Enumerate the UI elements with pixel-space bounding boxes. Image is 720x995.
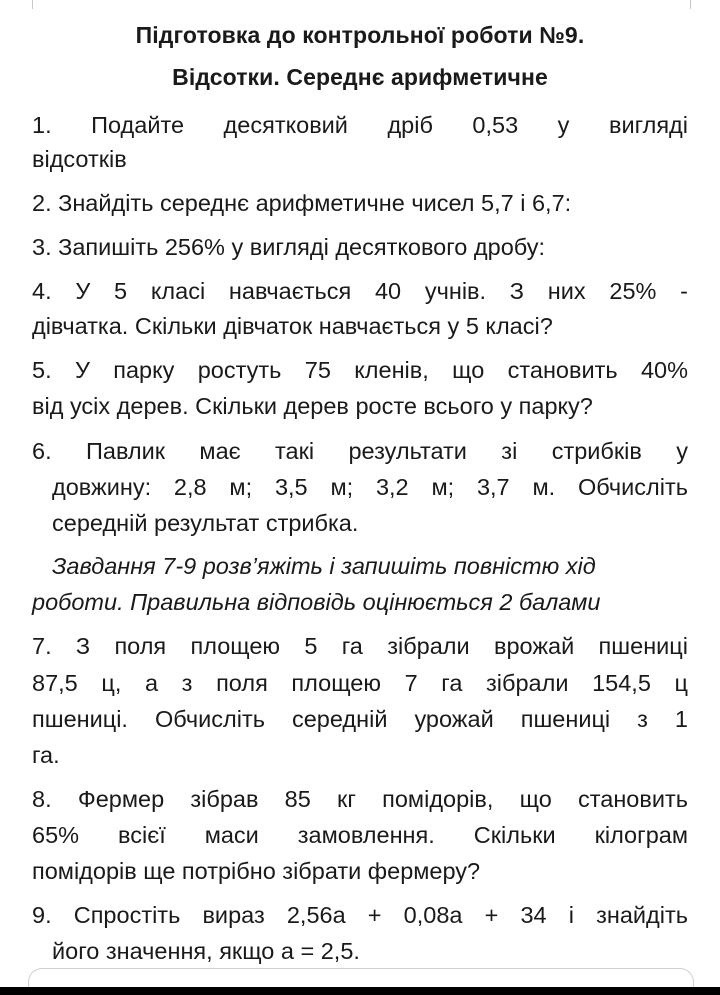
task-1-line-1: 1. Подайте десятковий дріб 0,53 у вигляді <box>32 112 688 138</box>
task-8-line-2: 65% всієї маси замовлення. Скільки кілограм <box>32 822 688 848</box>
task-7-line-3: пшениці. Обчисліть середній урожай пшениці з 1 <box>32 706 688 732</box>
instruction-line-1: Завдання 7-9 розв’яжіть і запишіть повністю хід <box>52 553 596 579</box>
task-2-line-1: 2. Знайдіть середнє арифметичне чисел 5,7 і 6,7: <box>32 190 572 216</box>
instruction-line-2: роботи. Правильна відповідь оцінюється 2 балами <box>32 589 601 615</box>
task-6-line-1: 6. Павлик має такі результати зі стрибків у <box>32 438 688 464</box>
task-7-line-4: га. <box>32 742 60 768</box>
task-7-line-2: 87,5 ц, а з поля площею 7 га зібрали 154,5 ц <box>32 670 688 696</box>
task-6-line-2: довжину: 2,8 м; 3,5 м; 3,2 м; 3,7 м. Обчисліть <box>52 474 688 500</box>
task-5-line-2: від усіх дерев. Скільки дерев росте всього у парку? <box>32 393 593 419</box>
task-9-line-1: 9. Спростіть вираз 2,56а + 0,08а + 34 і знайдіть <box>32 902 688 928</box>
sheet-bottom-edge <box>28 968 694 989</box>
worksheet-subtitle: Відсотки. Середнє арифметичне <box>172 64 548 90</box>
task-4-line-2: дівчатка. Скільки дівчаток навчається у 5 класі? <box>32 313 553 339</box>
task-3-line-1: 3. Запишіть 256% у вигляді десяткового дробу: <box>32 234 545 260</box>
worksheet-title: Підготовка до контрольної роботи №9. <box>135 22 585 48</box>
task-5-line-1: 5. У парку ростуть 75 кленів, що становить 40% <box>32 357 688 383</box>
bottom-black-bar <box>0 987 720 995</box>
task-1-line-2: відсотків <box>32 146 127 172</box>
task-6-line-3: середній результат стрибка. <box>52 510 359 536</box>
task-7-line-1: 7. З поля площею 5 га зібрали врожай пшениці <box>32 633 688 659</box>
task-8-line-1: 8. Фермер зібрав 85 кг помідорів, що становить <box>32 786 688 812</box>
task-9-line-2: його значення, якщо а = 2,5. <box>52 938 360 964</box>
task-8-line-3: помідорів ще потрібно зібрати фермеру? <box>32 858 481 884</box>
task-4-line-1: 4. У 5 класі навчається 40 учнів. З них 25% - <box>32 278 688 304</box>
